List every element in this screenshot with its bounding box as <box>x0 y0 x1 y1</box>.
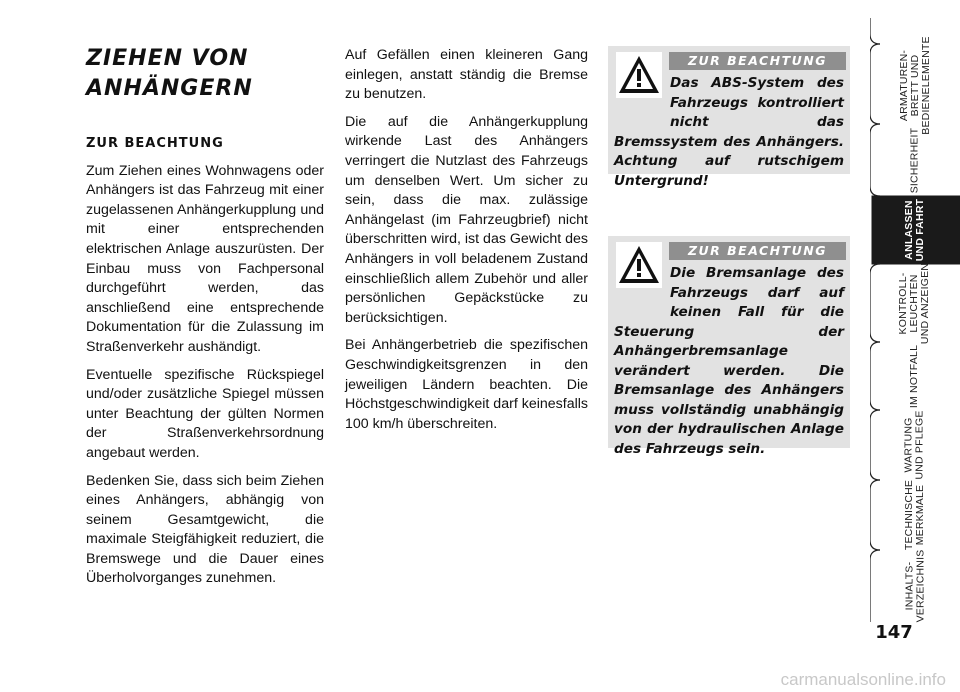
warning-label: ZUR BEACHTUNG <box>669 242 846 260</box>
paragraph: Eventuelle spezifische Rückspiegel und/oder zusätzliche Spiegel müssen unter Beachtung der gülten Normen der Straßenverkehrsordnung angebaut werden. <box>86 366 324 461</box>
section-subheading: ZUR BEACHTUNG <box>86 136 224 151</box>
tab-label: ARMATUREN- BRETT UND BEDIENELEMENTE <box>897 35 932 135</box>
tab-label: INHALTS- VERZEICHNIS <box>902 549 926 623</box>
paragraph: Bedenken Sie, dass sich beim Ziehen eines Anhängers, abhängig von seinem Gesamtgewicht, die maximale Steigfähigkeit reduziert, die Bremswege und die Dauer eines Überholvorganges zunehmen. <box>86 472 324 587</box>
tab-anlassen-und-fahrt[interactable] <box>870 196 960 264</box>
watermark: carmanualsonline.info <box>780 670 946 689</box>
page-title-line2: ANHÄNGERN <box>86 76 253 101</box>
paragraph: Zum Ziehen eines Wohnwagens oder Anhängers ist das Fahrzeug mit einer zugelassenen Anhängerkupplung und mit einer entsprechenden elektrischen Anlage auszurüsten. Der Einbau muss von Fachpersonal durchgeführt werden, das anschließend eine entsprechende Dokumentation für die Zulassung im Straßenverkehr aushändigt. <box>86 162 324 355</box>
tab-label: WARTUNG UND PFLEGE <box>902 410 926 480</box>
page-title <box>86 44 326 104</box>
text-column-left <box>86 134 324 597</box>
paragraph: Bei Anhängerbetrieb die spezifischen Geschwindigkeitsgrenzen in den jeweiligen Ländern beachten. Die Höchstgeschwindigkeit darf keinesfalls 100 km/h überschreiten. <box>345 337 588 432</box>
tab-inhaltsverzeichnis[interactable] <box>870 550 960 622</box>
warning-box-abs <box>608 46 850 189</box>
tab-label: SICHERHEIT <box>908 127 921 193</box>
tab-label: KONTROLL- LEUCHTEN UND ANZEIGEN <box>897 262 932 344</box>
tab-kontrollleuchten[interactable] <box>870 264 960 342</box>
tab-sicherheit[interactable] <box>870 124 960 196</box>
chapter-tabs <box>870 18 960 638</box>
warning-text: Die Bremsanlage des Fahrzeugs darf auf keinen Fall für die Steuerung der Anhängerbremsanlage verändert werden. Die Bremsanlage des Anhängers muss vollständig unabhängig von der hydraulischen Anlage des Fahrzeugs sein. <box>614 265 844 457</box>
tab-label: IM NOTFALL <box>908 344 921 408</box>
page-title-line1: ZIEHEN VON <box>86 46 249 71</box>
tab-label: ANLASSEN UND FAHRT <box>903 198 926 262</box>
tab-armaturenbrett[interactable] <box>870 35 960 135</box>
tab-label: TECHNISCHE MERKMALE <box>902 479 926 551</box>
tab-im-notfall[interactable] <box>870 342 960 410</box>
warning-label: ZUR BEACHTUNG <box>669 52 846 70</box>
warning-box-brakes <box>608 236 850 457</box>
page-number: 147 <box>875 622 913 643</box>
tab-wartung-und-pflege[interactable] <box>870 410 960 480</box>
text-column-middle <box>345 46 588 442</box>
paragraph: Auf Gefällen einen kleineren Gang einlegen, anstatt ständig die Bremse zu benutzen. <box>345 47 588 103</box>
warning-text: Das ABS-System des Fahrzeugs kontrolliert nicht das Bremssystem des Anhängers. Achtung auf rutschigem Untergrund! <box>614 75 844 189</box>
tab-technische-merkmale[interactable] <box>870 480 960 550</box>
paragraph: Die auf die Anhängerkupplung wirkende Last des Anhängers verringert die Nutzlast des Fahrzeugs um denselben Wert. Um sicher zu sein, dass die max. zulässige Anhängelast (im Fahrzeugbrief) nicht überschritten wird, ist das Gewicht des Anhängers in voll beladenem Zustand einschließlich allem Zubehör und aller persönlichen Gepäckstücke zu berücksichtigen. <box>345 113 588 326</box>
